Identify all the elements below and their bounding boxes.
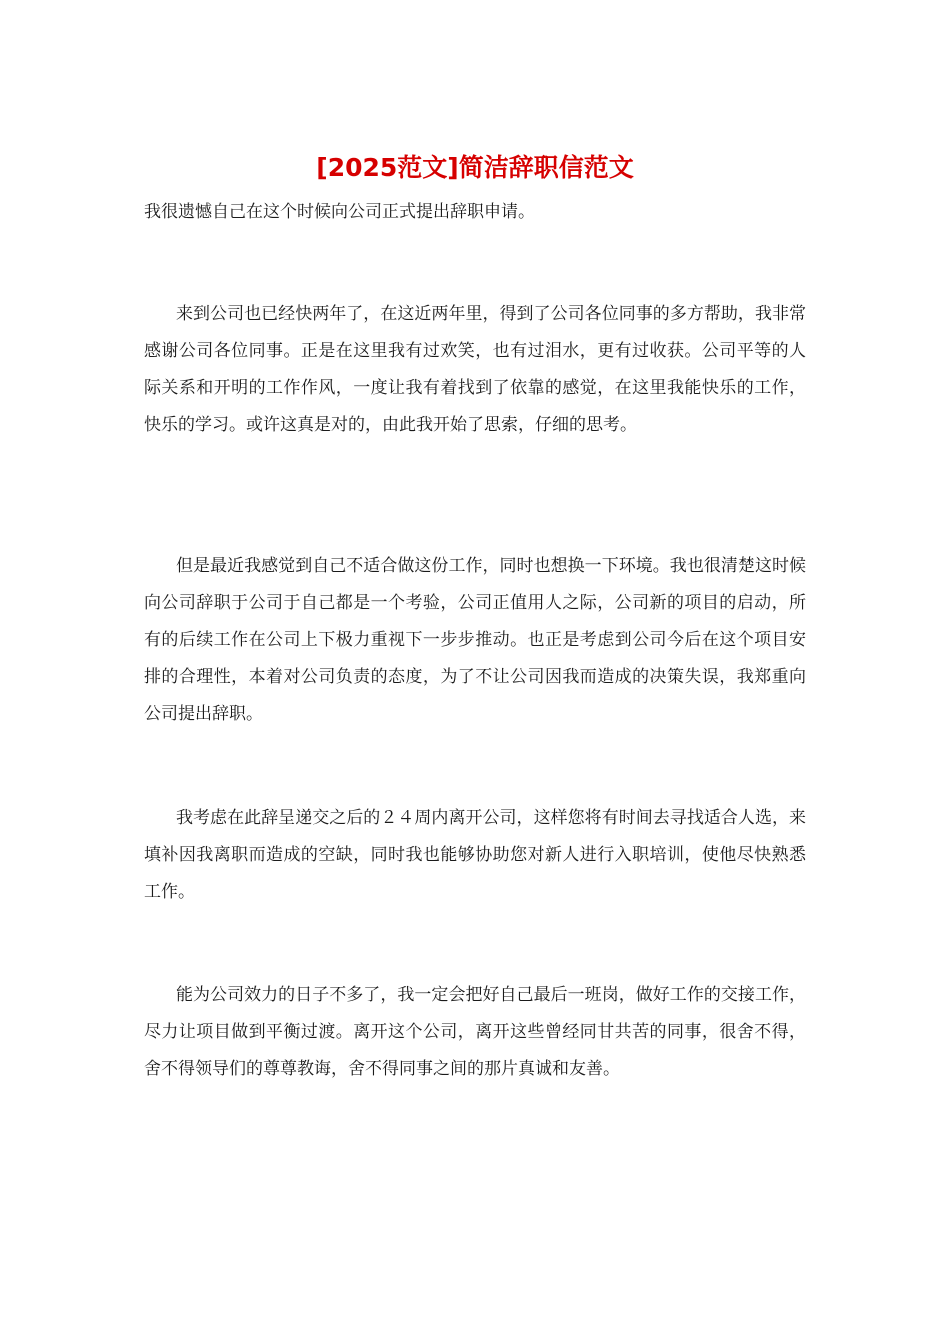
paragraph-4: 能为公司效力的日子不多了，我一定会把好自己最后一班岗，做好工作的交接工作，尽力让项目做到平衡过渡。离开这个公司，离开这些曾经同甘共苦的同事，很舍不得，舍不得领导们的尊尊教诲，舍不得同事之间的那片真诚和友善。 <box>144 985 806 1079</box>
paragraph-3: 我考虑在此辞呈递交之后的２４周内离开公司，这样您将有时间去寻找适合人选，来填补因我离职而造成的空缺，同时我也能够协助您对新人进行入职培训，使他尽快熟悉工作。 <box>144 808 806 902</box>
document-title: [2025范文]简洁辞职信范文 <box>316 153 634 182</box>
intro-line: 我很遗憾自己在这个时候向公司正式提出辞职申请。 <box>144 202 535 222</box>
paragraph-1: 来到公司也已经快两年了，在这近两年里，得到了公司各位同事的多方帮助，我非常感谢公司各位同事。正是在这里我有过欢笑，也有过泪水，更有过收获。公司平等的人际关系和开明的工作作风，一度让我有着找到了依靠的感觉，在这里我能快乐的工作，快乐的学习。或许这真是对的，由此我开始了思索，仔细的思考。 <box>144 304 806 435</box>
paragraph-2: 但是最近我感觉到自己不适合做这份工作，同时也想换一下环境。我也很清楚这时候向公司辞职于公司于自己都是一个考验，公司正值用人之际，公司新的项目的启动，所有的后续工作在公司上下极力重视下一步步推动。也正是考虑到公司今后在这个项目安排的合理性，本着对公司负责的态度，为了不让公司因我而造成的决策失误，我郑重向公司提出辞职。 <box>144 556 806 724</box>
